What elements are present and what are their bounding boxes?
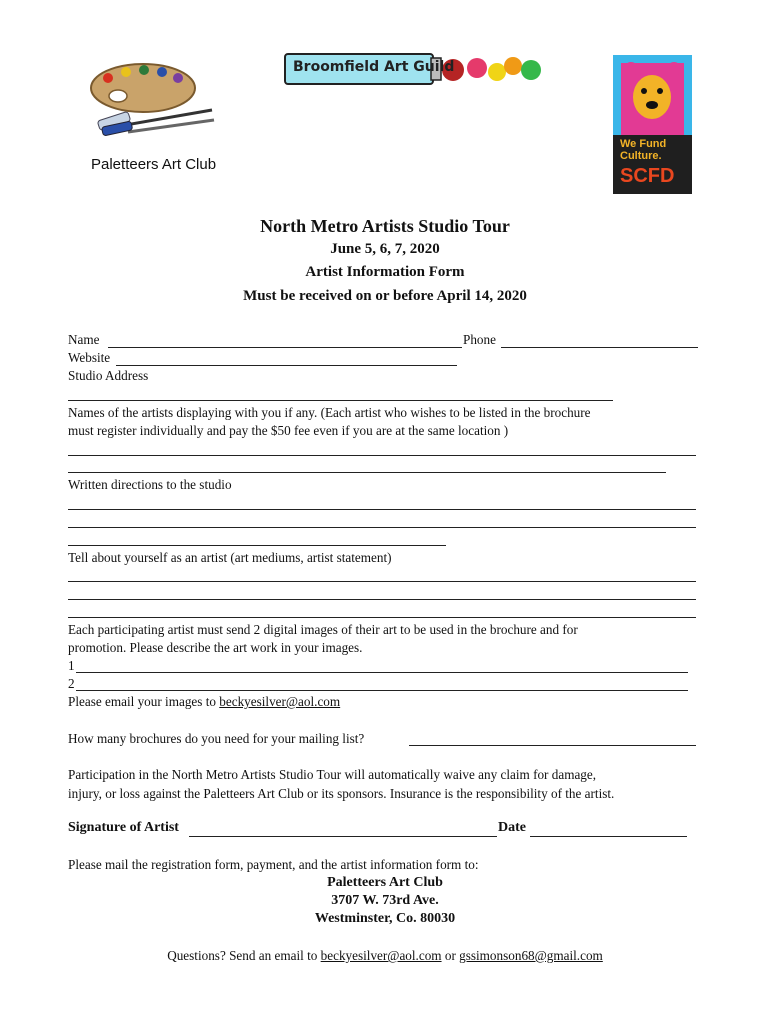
directions-field-line-1[interactable]: [68, 509, 696, 510]
email-images-link[interactable]: beckyesilver@aol.com: [219, 694, 341, 709]
questions-or: or: [441, 948, 460, 963]
name-field[interactable]: [108, 347, 462, 348]
artists-field-line-2[interactable]: [68, 472, 666, 473]
phone-label: Phone: [463, 332, 496, 347]
signature-field[interactable]: [189, 836, 497, 837]
images-instructions-1: Each participating artist must send 2 digital images of their art to be used in the brochure and for: [68, 622, 578, 637]
website-field[interactable]: [116, 365, 457, 366]
questions-prefix: Questions? Send an email to: [167, 948, 321, 963]
email-images-text: [68, 694, 340, 710]
name-label: Name: [68, 332, 100, 347]
artists-instructions-1: Names of the artists displaying with you if any. (Each artist who wishes to be listed in the brochure: [68, 405, 591, 420]
brochures-label: How many brochures do you need for your mailing list?: [68, 731, 365, 746]
questions-line: [0, 948, 770, 964]
mailing-street: 3707 W. 73rd Ave.: [331, 893, 439, 908]
mailing-city: Westminster, Co. 80030: [314, 911, 456, 926]
email-images-prefix: Please email your images to: [68, 694, 220, 709]
about-label: Tell about yourself as an artist (art mediums, artist statement): [68, 550, 392, 565]
scfd-line2: Culture.: [620, 150, 662, 162]
image2-label: 2: [68, 676, 75, 691]
scfd-logo: [613, 55, 692, 194]
form-title: North Metro Artists Studio Tour: [260, 216, 510, 236]
images-instructions-2: promotion. Please describe the art work in your images.: [68, 640, 363, 655]
questions-email-1[interactable]: beckyesilver@aol.com: [320, 948, 442, 963]
tour-dates: June 5, 6, 7, 2020: [330, 241, 440, 257]
scfd-line1: We Fund: [620, 138, 667, 150]
about-field-line-2[interactable]: [68, 599, 696, 600]
waiver-text-2: injury, or loss against the Paletteers Art Club or its sponsors. Insurance is the responsibility of the artist.: [68, 786, 615, 801]
guild-name: Broomfield Art Guild: [293, 59, 455, 75]
artists-instructions-2: must register individually and pay the $50 fee even if you are at the same location ): [68, 423, 509, 438]
image1-field[interactable]: [76, 672, 688, 673]
website-label: Website: [68, 350, 111, 365]
phone-field[interactable]: [501, 347, 698, 348]
signature-label: Signature of Artist: [68, 820, 179, 835]
bear-icon: [613, 55, 692, 135]
mailing-name: Paletteers Art Club: [327, 875, 443, 890]
directions-field-line-3[interactable]: [68, 545, 446, 546]
about-field-line-1[interactable]: [68, 581, 696, 582]
directions-field-line-2[interactable]: [68, 527, 696, 528]
brochures-field[interactable]: [409, 745, 696, 746]
studio-address-field[interactable]: [68, 400, 613, 401]
questions-email-2[interactable]: gssimonson68@gmail.com: [459, 948, 603, 963]
mailing-instruction: Please mail the registration form, payment, and the artist information form to:: [68, 857, 479, 872]
form-name: Artist Information Form: [305, 264, 465, 280]
artists-field-line-1[interactable]: [68, 455, 696, 456]
waiver-text-1: Participation in the North Metro Artists Studio Tour will automatically waive any claim for damage,: [68, 767, 597, 782]
deadline: Must be received on or before April 14, 2020: [243, 288, 527, 304]
image2-field[interactable]: [76, 690, 688, 691]
scfd-mark: SCFD: [620, 165, 675, 187]
directions-label: Written directions to the studio: [68, 477, 232, 492]
date-label: Date: [498, 820, 526, 835]
club-name: Paletteers Art Club: [91, 156, 217, 173]
date-field[interactable]: [530, 836, 687, 837]
image1-label: 1: [68, 658, 75, 673]
studio-address-label: Studio Address: [68, 368, 149, 383]
palette-logo: [88, 58, 218, 138]
about-field-line-3[interactable]: [68, 617, 696, 618]
